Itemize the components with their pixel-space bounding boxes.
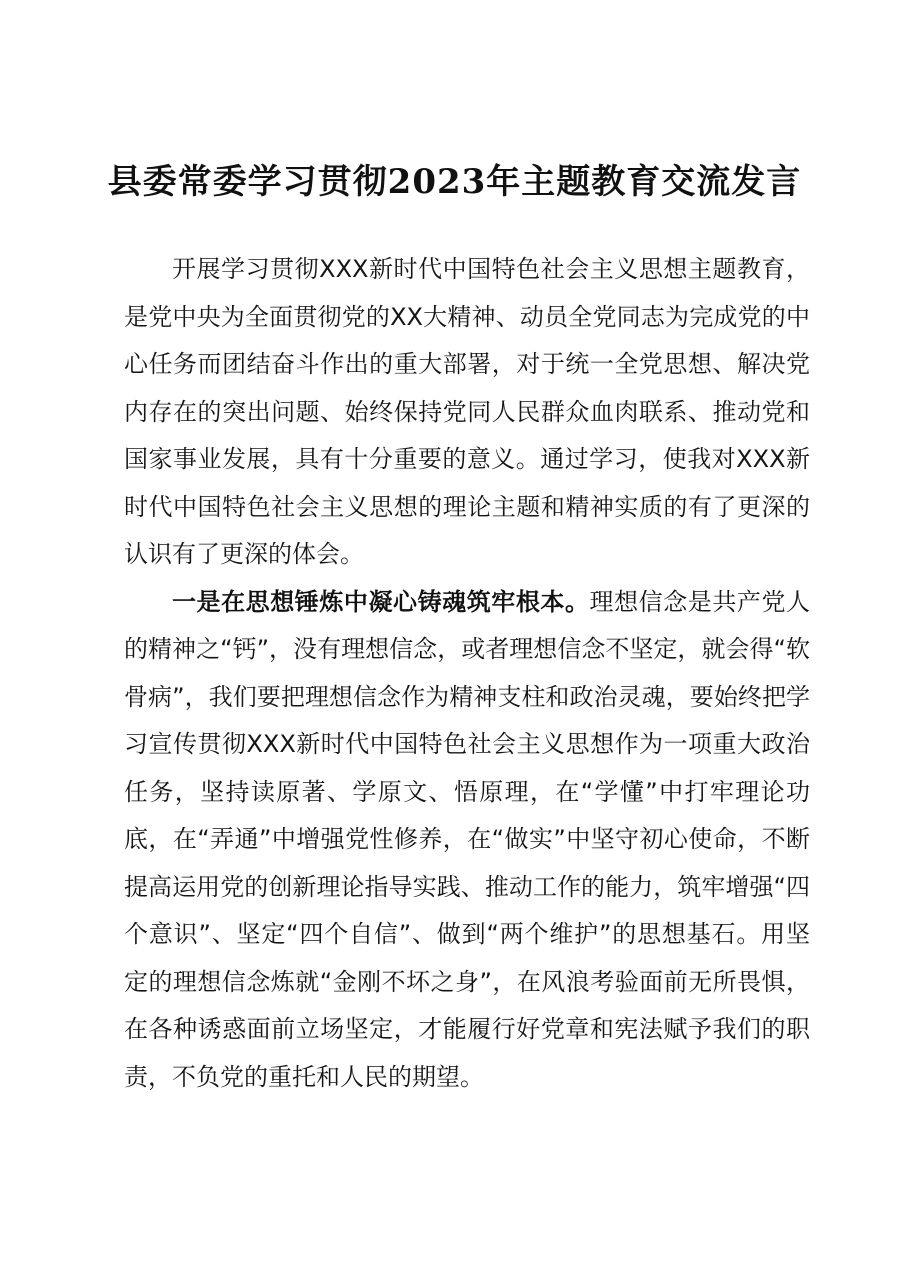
paragraph-intro	[124, 246, 810, 579]
document-body	[124, 246, 810, 1101]
paragraph-point-one	[124, 579, 810, 1102]
document-title: 县委常委学习贯彻2023年主题教育交流发言	[107, 162, 802, 202]
paragraph-point-one-text: 理想信念是共产党人的精神之“钙”，没有理想信念，或者理想信念不坚定，就会得“软骨病”，我们要把理想信念作为精神支柱和政治灵魂，要始终把学习宣传贯彻XXX新时代中国特色社会主义思想作为一项重大政治任务，坚持读原著、学原文、悟原理，在“学懂”中打牢理论功底，在“弄通”中增强党性修养，在“做实”中坚守初心使命，不断提高运用党的创新理论指导实践、推动工作的能力，筑牢增强“四个意识”、坚定“四个自信”、做到“两个维护”的思想基石。用坚定的理想信念炼就“金刚不坏之身”，在风浪考验面前无所畏惧，在各种诱惑面前立场坚定，才能履行好党章和宪法赋予我们的职责，不负党的重托和人民的期望。	[124, 587, 811, 1091]
paragraph-intro-text: 开展学习贯彻XXX新时代中国特色社会主义思想主题教育，是党中央为全面贯彻党的XX大精神、动员全党同志为完成党的中心任务而团结奋斗作出的重大部署，对于统一全党思想、解决党内存在的突出问题、始终保持党同人民群众血肉联系、推动党和国家事业发展，具有十分重要的意义。通过学习，使我对XXX新时代中国特色社会主义思想的理论主题和精神实质的有了更深的认识有了更深的体会。	[124, 255, 810, 568]
paragraph-point-one-lead: 一是在思想锤炼中凝心铸魂筑牢根本。	[172, 587, 590, 616]
